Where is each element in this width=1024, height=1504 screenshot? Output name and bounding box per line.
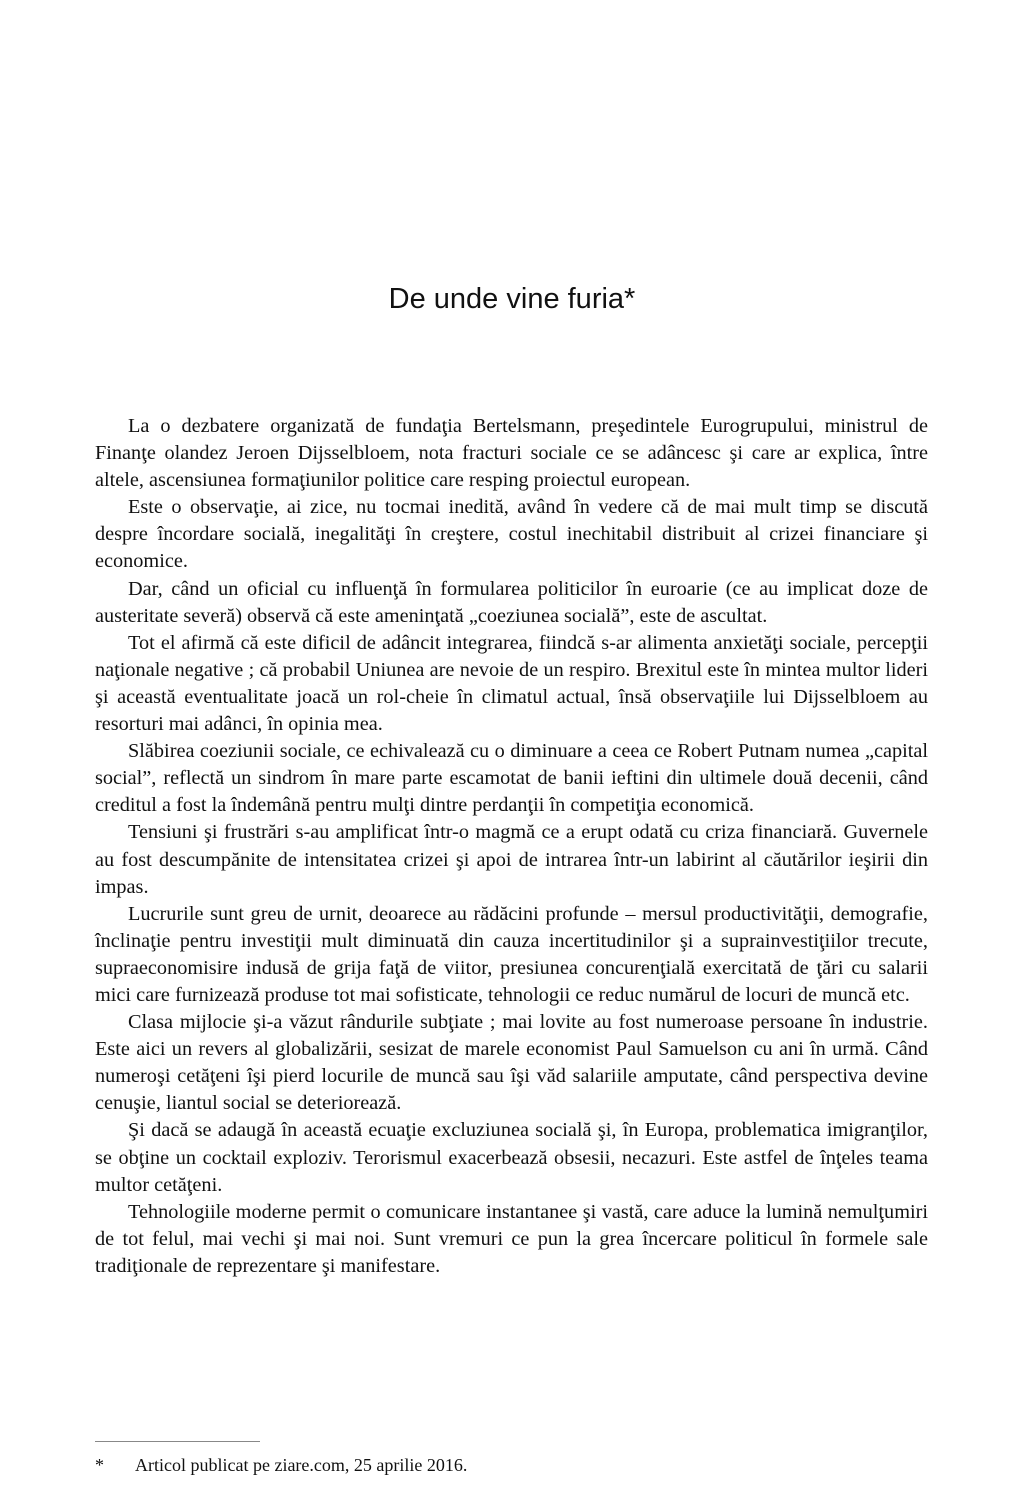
paragraph: La o dezbatere organizată de fundaţia Bertelsmann, preşedintele Eurogrupului, ministrul de Finanţe olandez Jeroen Dijsselbloem, nota fracturi sociale ce se adâncesc şi care ar explica, între altele, ascensiunea formaţiunilor politice care resping proiectul european. xyxy=(95,415,928,492)
paragraph: Dar, când un oficial cu influenţă în formularea politicilor în euroarie (ce au implicat doze de austeritate severă) observă că este ameninţată „coeziunea socială”, este de ascultat. xyxy=(95,577,928,627)
paragraph: Tensiuni şi frustrări s-au amplificat într-o magmă ce a erupt odată cu criza financiară. Guvernele au fost descumpănite de intensitatea crizei şi apoi de intrarea într-un labirint al căutărilor ieşirii din impas. xyxy=(95,821,928,898)
paragraph: Tehnologiile moderne permit o comunicare instantanee şi vastă, care aduce la lumină nemulţumiri de tot felul, mai vechi şi mai noi. Sunt vremuri ce pun la grea încercare politicul în formele sale tradiţionale de reprezentare şi manifestare. xyxy=(95,1200,928,1277)
footnote-marker: * xyxy=(95,1455,104,1475)
paragraph: Lucrurile sunt greu de urnit, deoarece au rădăcini profunde – mersul productivităţii, demografie, înclinaţie pentru investiţii mult diminuată din cauza incertitudinilor şi a suprainvestiţiilor trecute, supraeconomisire indusă de grija faţă de viitor, presiunea concurenţială exercitată de ţări cu salarii mici care furnizează produse tot mai sofisticate, tehnologii ce reduc numărul de locuri de muncă etc. xyxy=(95,902,928,1006)
paragraph: Tot el afirmă că este dificil de adâncit integrarea, fiindcă s-ar alimenta anxietăţi sociale, percepţii naţionale negative ; că probabil Uniunea are nevoie de un respiro. Brexitul este în mintea multor lideri şi această eventualitate joacă un rol-cheie în climatul actual, însă observaţiile lui Dijsselbloem au resorturi mai adânci, în opinia mea. xyxy=(95,631,928,736)
paragraph: Şi dacă se adaugă în această ecuaţie excluziunea socială şi, în Europa, problematica imigranţilor, se obţine un cocktail exploziv. Terorismul exacerbează obsesii, necazuri. Este astfel de înţeles teama multor cetăţeni. xyxy=(95,1119,928,1196)
paragraph: Slăbirea coeziunii sociale, ce echivalează cu o diminuare a ceea ce Robert Putnam numea „capital social”, reflectă un sindrom în mare parte escamotat de banii ieftini din ultimele două decenii, când creditul a fost la îndemână pentru mulţi dintre perdanţii în competiţia economică. xyxy=(95,740,928,817)
article-body xyxy=(95,413,928,1280)
footnote-divider xyxy=(95,1441,260,1442)
page-title: De unde vine furia* xyxy=(388,283,636,315)
paragraph: Clasa mijlocie şi-a văzut rândurile subţiate ; mai lovite au fost numeroase persoane în industrie. Este aici un revers al globalizării, sesizat de marele economist Paul Samuelson cu ani în urmă. Când numeroşi cetăţeni îşi pierd locurile de muncă sau îşi văd salariile amputate, când perspectiva devine cenuşie, liantul social se deteriorează. xyxy=(95,1011,928,1115)
footnote-text: Articol publicat pe ziare.com, 25 aprilie 2016. xyxy=(135,1455,468,1475)
paragraph: Este o observaţie, ai zice, nu tocmai inedită, având în vedere că de mai mult timp se discută despre încordare socială, inegalităţi în creştere, costul inechitabil distribuit al crizei financiare şi economice. xyxy=(95,496,928,573)
footnote xyxy=(95,1454,928,1476)
